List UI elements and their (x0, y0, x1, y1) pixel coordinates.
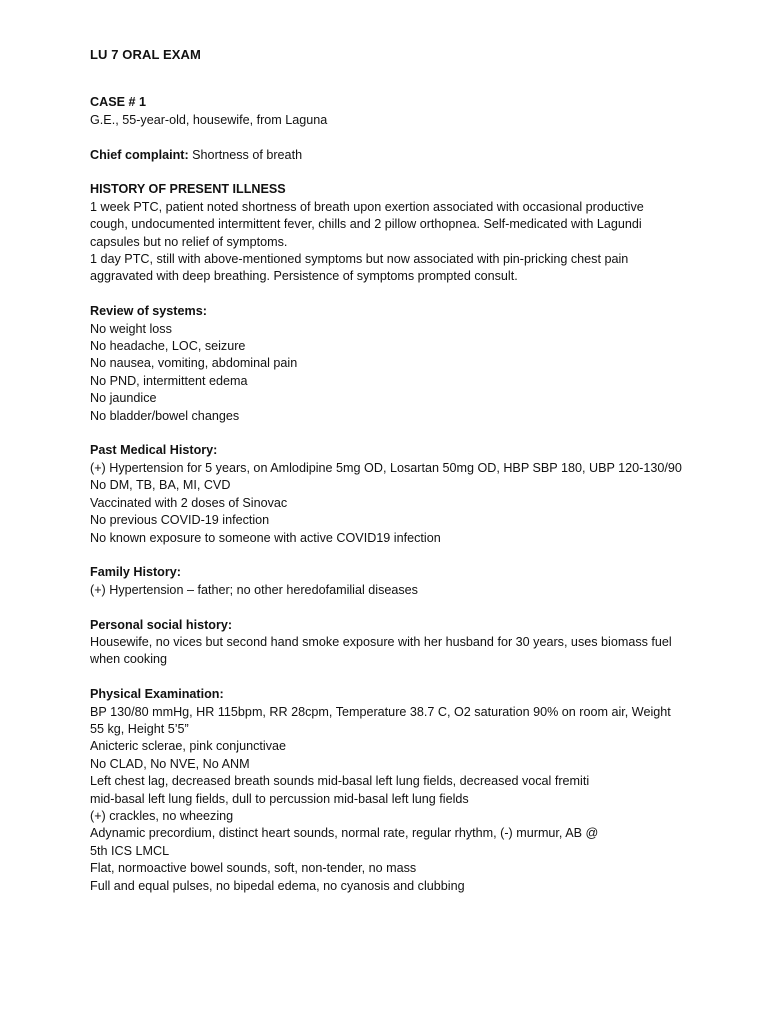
physical-exam-section (90, 686, 690, 895)
hpi-line: 1 week PTC, patient noted shortness of breath upon exertion associated with occasional productive (90, 199, 644, 214)
physical-exam-line: No CLAD, No NVE, No ANM (90, 756, 250, 771)
ros-line: No nausea, vomiting, abdominal pain (90, 356, 298, 371)
patient-summary: G.E., 55-year-old, housewife, from Laguna (90, 112, 328, 127)
chief-complaint-section (90, 147, 690, 164)
pmh-heading: Past Medical History: (90, 443, 218, 458)
chief-complaint-text: Shortness of breath (188, 147, 303, 162)
hpi-line: capsules but no relief of symptoms. (90, 234, 288, 249)
family-history-section (90, 564, 690, 599)
pmh-line: (+) Hypertension for 5 years, on Amlodipine 5mg OD, Losartan 50mg OD, HBP SBP 180, UBP 120-130/90 (90, 460, 682, 475)
case-section (90, 94, 690, 129)
document-page (90, 46, 690, 912)
pmh-line: No DM, TB, BA, MI, CVD (90, 478, 231, 493)
social-history-line: Housewife, no vices but second hand smoke exposure with her husband for 30 years, uses biomass fuel (90, 634, 672, 649)
family-history-line: (+) Hypertension – father; no other heredofamilial diseases (90, 582, 418, 597)
physical-exam-line: Flat, normoactive bowel sounds, soft, non-tender, no mass (90, 861, 417, 876)
chief-complaint-label: Chief complaint: (90, 147, 189, 162)
hpi-line: cough, undocumented intermittent fever, chills and 2 pillow orthopnea. Self-medicated with Lagundi (90, 217, 642, 232)
hpi-section (90, 181, 690, 285)
ros-line: No PND, intermittent edema (90, 373, 248, 388)
social-history-heading: Personal social history: (90, 617, 233, 632)
ros-section (90, 303, 690, 425)
ros-line: No jaundice (90, 391, 157, 406)
physical-exam-line: 55 kg, Height 5’5” (90, 721, 189, 736)
hpi-line: aggravated with deep breathing. Persistence of symptoms prompted consult. (90, 269, 518, 284)
physical-exam-heading: Physical Examination: (90, 687, 224, 702)
ros-line: No headache, LOC, seizure (90, 339, 246, 354)
physical-exam-line: BP 130/80 mmHg, HR 115bpm, RR 28cpm, Temperature 38.7 C, O2 saturation 90% on room air, Weight (90, 704, 671, 719)
physical-exam-line: mid-basal left lung fields, dull to percussion mid-basal left lung fields (90, 791, 469, 806)
physical-exam-line: (+) crackles, no wheezing (90, 808, 234, 823)
hpi-heading: HISTORY OF PRESENT ILLNESS (90, 182, 286, 197)
case-heading: CASE # 1 (90, 95, 146, 110)
document-title: LU 7 ORAL EXAM (90, 47, 201, 62)
pmh-section (90, 442, 690, 546)
physical-exam-line: 5th ICS LMCL (90, 843, 170, 858)
family-history-heading: Family History: (90, 565, 181, 580)
pmh-line: No known exposure to someone with active COVID19 infection (90, 530, 441, 545)
ros-line: No bladder/bowel changes (90, 408, 240, 423)
pmh-line: Vaccinated with 2 doses of Sinovac (90, 495, 288, 510)
ros-heading: Review of systems: (90, 304, 207, 319)
hpi-line: 1 day PTC, still with above-mentioned symptoms but now associated with pin-pricking chest pain (90, 252, 629, 267)
social-history-section (90, 617, 690, 669)
physical-exam-line: Anicteric sclerae, pink conjunctivae (90, 739, 286, 754)
physical-exam-line: Left chest lag, decreased breath sounds mid-basal left lung fields, decreased vocal fremiti (90, 774, 590, 789)
ros-line: No weight loss (90, 321, 172, 336)
pmh-line: No previous COVID-19 infection (90, 513, 270, 528)
social-history-line: when cooking (90, 652, 168, 667)
physical-exam-line: Adynamic precordium, distinct heart sounds, normal rate, regular rhythm, (-) murmur, AB @ (90, 826, 599, 841)
physical-exam-line: Full and equal pulses, no bipedal edema, no cyanosis and clubbing (90, 878, 465, 893)
